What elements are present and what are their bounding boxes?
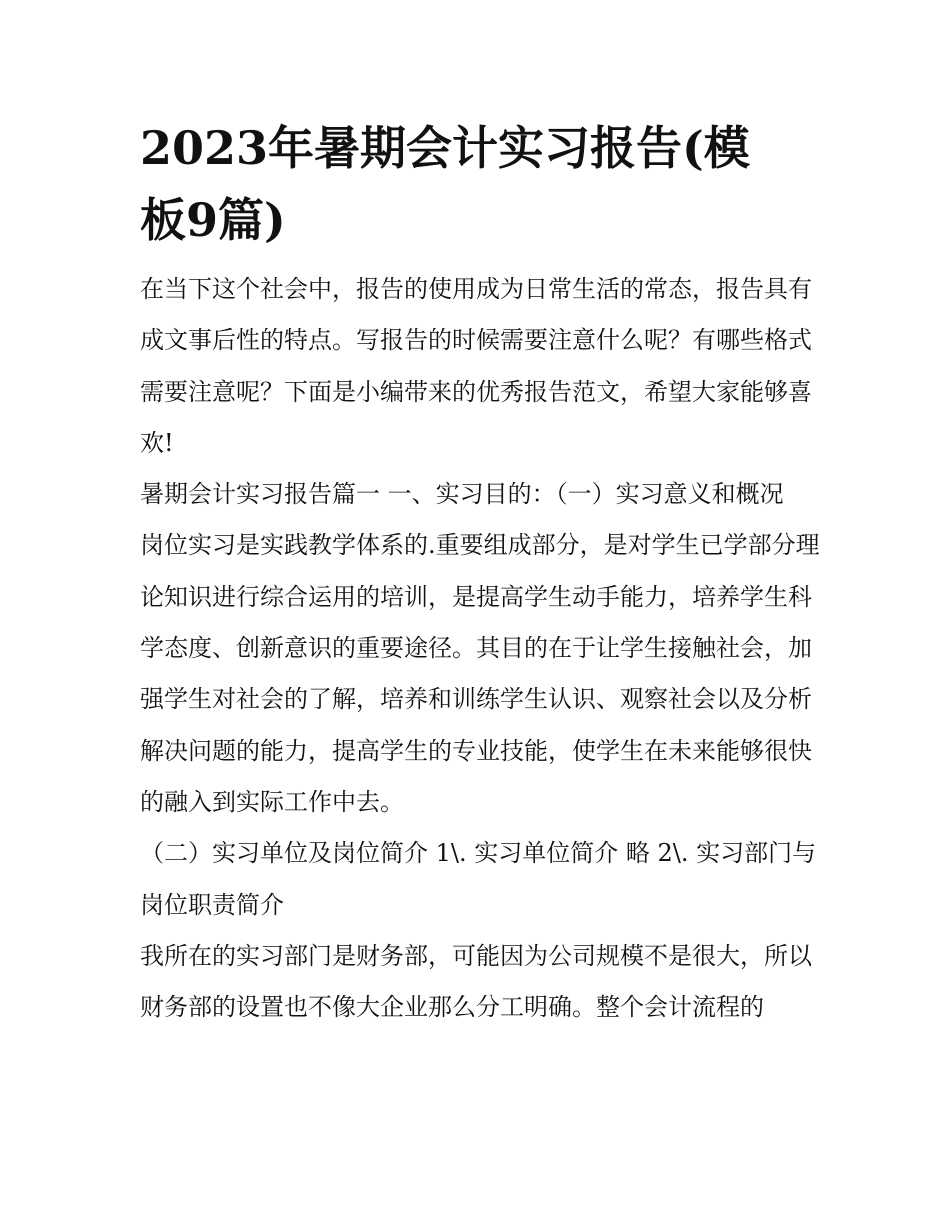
document-title xyxy=(140,112,820,256)
department-paragraph: 我所在的实习部门是财务部，可能因为公司规模不是很大，所以财务部的设置也不像大企业那么分工明确。整个会计流程的 xyxy=(140,941,812,1022)
document-page xyxy=(140,112,820,1033)
title-line-2: 板9篇) xyxy=(140,193,286,247)
section-heading-purpose: 暑期会计实习报告篇一 一、实习目的：（一）实习意义和概况 xyxy=(140,480,784,509)
intro-paragraph: 在当下这个社会中，报告的使用成为日常生活的常态，报告具有成文事后性的特点。写报告的时候需要注意什么呢？有哪些格式需要注意呢？下面是小编带来的优秀报告范文，希望大家能够喜欢! xyxy=(140,275,812,457)
internship-significance-paragraph: 岗位实习是实践教学体系的.重要组成部分，是对学生已学部分理论知识进行综合运用的培训，是提高学生动手能力，培养学生科学态度、创新意识的重要途径。其目的在于让学生接触社会，加强学生对社会的了解，培养和训练学生认识、观察社会以及分析解决问题的能力，提高学生的专业技能，使学生在未来能够很快的融入到实际工作中去。 xyxy=(140,531,820,816)
title-line-1: 2023年暑期会计实习报告(模 xyxy=(140,121,750,175)
section-heading-unit-intro: （二）实习单位及岗位简介 1\. 实习单位简介 略 2\. 实习部门与岗位职责简介 xyxy=(140,839,817,919)
